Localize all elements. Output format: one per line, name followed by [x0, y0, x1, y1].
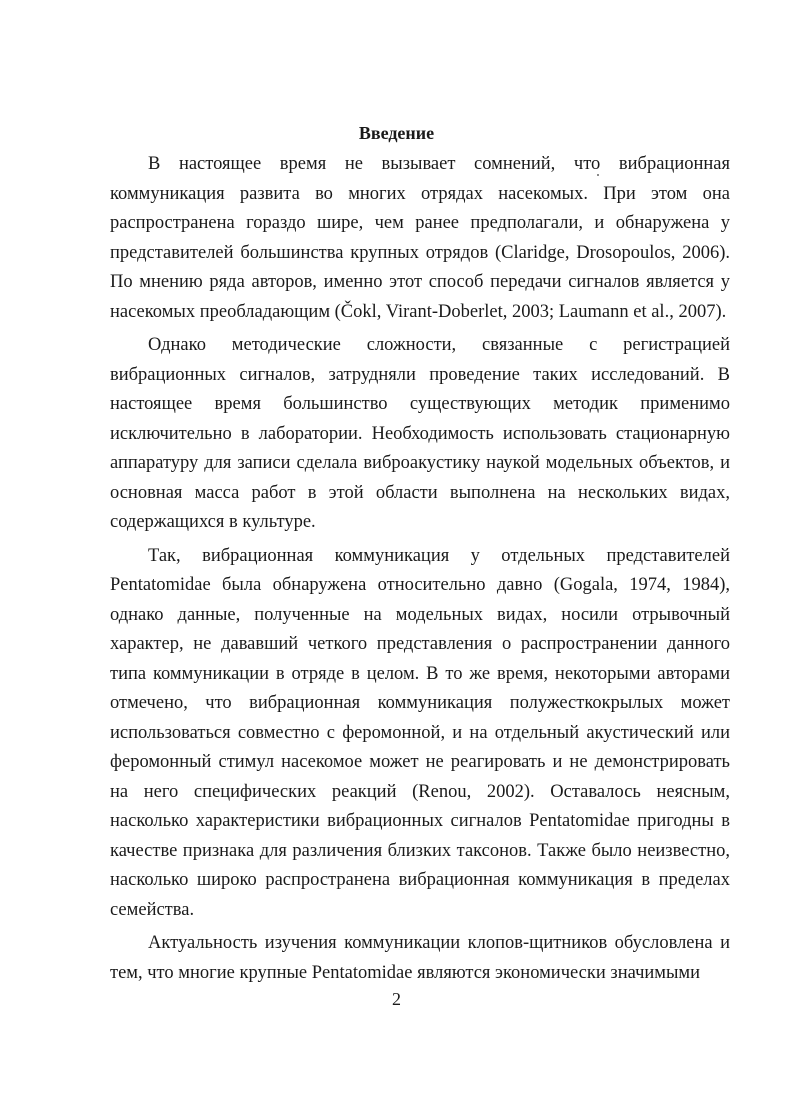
paragraph-4: Актуальность изучения коммуникации клопов-щитников обусловлена и тем, что многие крупные Pentatomidae являются экономически значимыми	[110, 933, 730, 983]
section-title: Введение	[358, 123, 435, 143]
page-number: 2	[392, 989, 401, 1009]
paragraph-3: Так, вибрационная коммуникация у отдельных представителей Pentatomidae была обнаружена относительно давно (Gogala, 1974, 1984), однако данные, полученные на модельных видах, носили отрывочный характер, не дававший четкого представления о распространении данного типа коммуникации в отряде в целом. В то же время, некоторыми авторами отмечено, что вибрационная коммуникация полужесткокрылых может использоваться совместно с феромонной, и на отдельный акустический или феромонный стимул насекомое может не реагировать и не демонстрировать на него специфических реакций (Renou, 2002). Оставалось неясным, насколько характеристики вибрационных сигналов Pentatomidae пригодны в качестве признака для различения близких таксонов. Также было неизвестно, насколько широко распространена вибрационная коммуникация в пределах семейства.	[110, 545, 730, 920]
scan-speck	[597, 174, 599, 176]
body-text	[110, 150, 730, 992]
paragraph-1: В настоящее время не вызывает сомнений, что вибрационная коммуникация развита во многих отрядах насекомых. При этом она распространена гораздо шире, чем ранее предполагали, и обнаружена у представителей большинства крупных отрядов (Claridge, Drosopoulos, 2006). По мнению ряда авторов, именно этот способ передачи сигналов является у насекомых преобладающим (Čokl, Virant-Doberlet, 2003; Laumann et al., 2007).	[110, 154, 730, 322]
paragraph-2: Однако методические сложности, связанные с регистрацией вибрационных сигналов, затрудняли проведение таких исследований. В настоящее время большинство существующих методик применимо исключительно в лаборатории. Необходимость использовать стационарную аппаратуру для записи сделала виброакустику наукой модельных объектов, и основная масса работ в этой области выполнена на нескольких видах, содержащихся в культуре.	[110, 335, 730, 532]
